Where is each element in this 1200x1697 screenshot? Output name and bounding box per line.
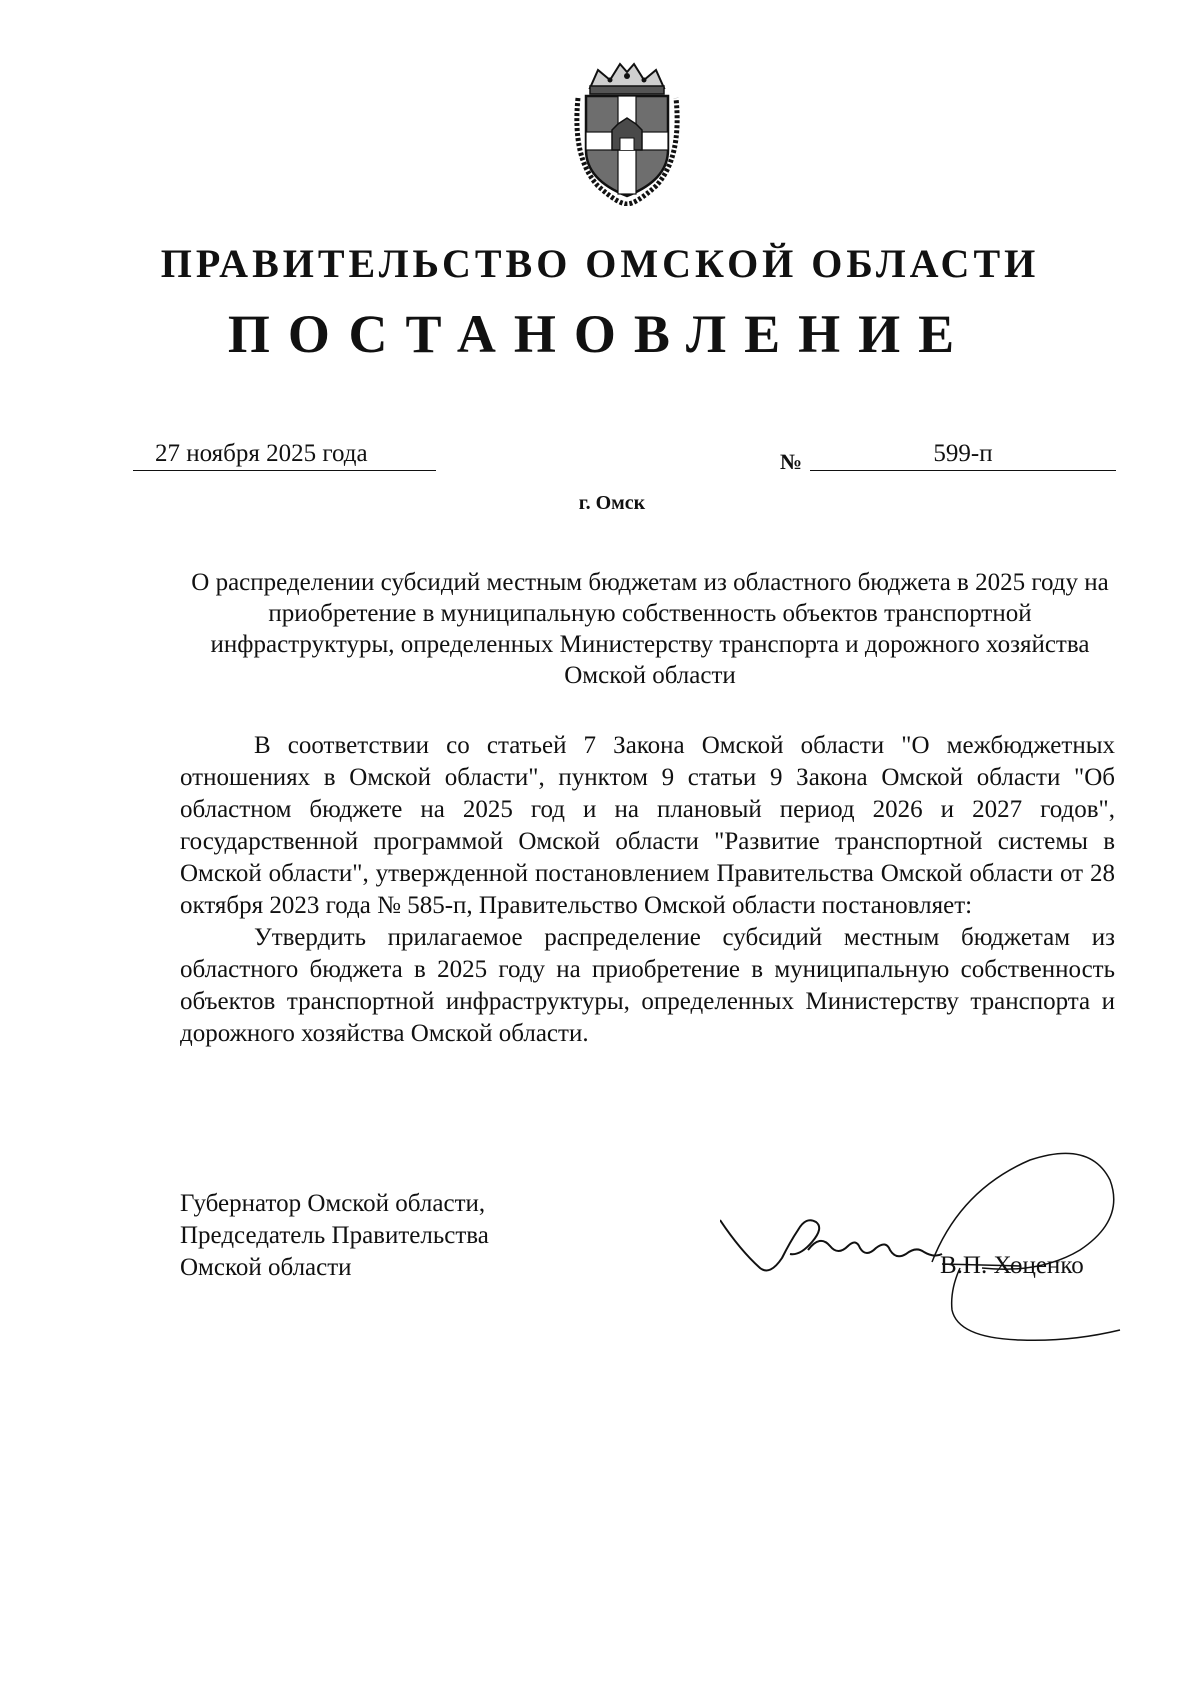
signer-position-line: Омской области: [180, 1254, 352, 1281]
organization-name: ПРАВИТЕЛЬСТВО ОМСКОЙ ОБЛАСТИ: [160, 241, 1040, 286]
document-number: 599-п: [810, 438, 1116, 471]
document-date: 27 ноября 2025 года: [133, 438, 436, 471]
document-type: ПОСТАНОВЛЕНИЕ: [227, 304, 973, 364]
signer-position-line: Председатель Правительства: [180, 1222, 489, 1249]
body-paragraph: В соответствии со статьей 7 Закона Омской области "О межбюджетных отношениях в Омской области", пунктом 9 статьи 9 Закона Омской области "Об областном бюджете на 2025 год и на плановый период 2026 и 2027 годов", государственной программой Омской области "Развитие транспортной системы в Омской области", утвержденной постановлением Правительства Омской области от 28 октября 2023 года № 585-п, Правительство Омской области постановляет:: [180, 732, 1115, 919]
city: г. Омск: [578, 492, 646, 514]
signer-position-line: Губернатор Омской области,: [180, 1190, 486, 1217]
signer-name: В.П. Хоценко: [940, 1252, 1084, 1279]
signer-position: [180, 1188, 580, 1284]
document-body: [180, 730, 1115, 1050]
coat-of-arms-icon: [568, 58, 686, 206]
body-paragraph: Утвердить прилагаемое распределение субсидий местным бюджетам из областного бюджета в 2025 году на приобретение в муниципальную собственность объектов транспортной инфраструктуры, определенных Министерству транспорта и дорожного хозяйства Омской области.: [180, 924, 1115, 1047]
document-title: О распределении субсидий местным бюджетам из областного бюджета в 2025 году на приобретение в муниципальную собственность объектов транспортной инфраструктуры, определенных Министерству транспорта и дорожного хозяйства Омской области: [191, 569, 1109, 689]
number-label: №: [780, 449, 803, 474]
